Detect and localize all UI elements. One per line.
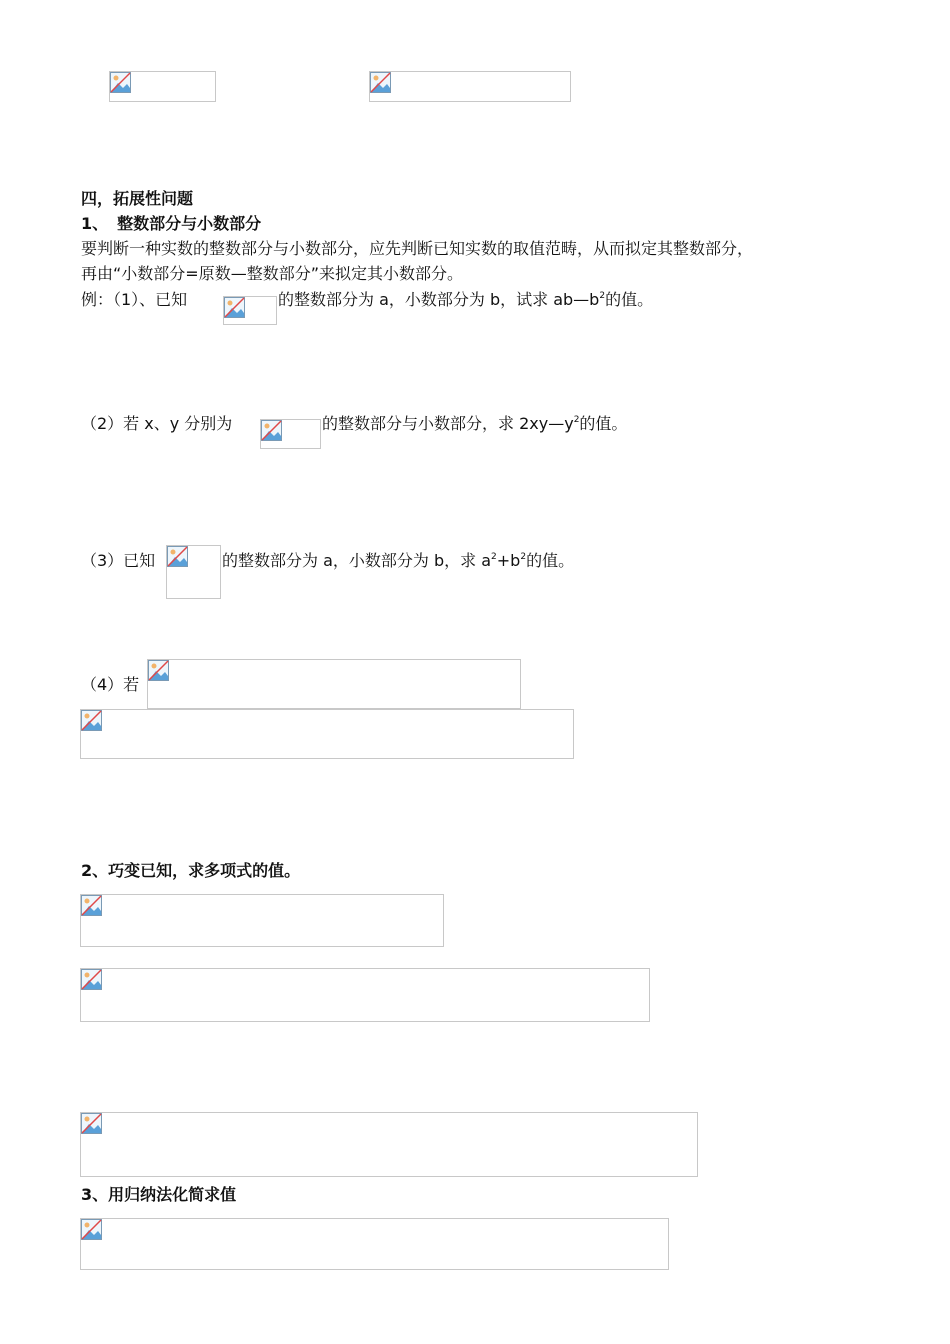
formula-image <box>166 545 221 599</box>
broken-image-icon <box>81 710 102 731</box>
section-title: 四，拓展性问题 <box>81 189 194 208</box>
example-1-prefix: 例：（1）、已知 <box>81 290 188 309</box>
subsection-3-title: 3、用归纳法化简求值 <box>81 1185 237 1204</box>
broken-image-icon <box>81 1219 102 1240</box>
subsection-number: 1、 <box>81 214 109 233</box>
subsection-label: 整数部分与小数部分 <box>117 214 262 233</box>
intro-line-1: 要判断一种实数的整数部分与小数部分，应先判断已知实数的取值范畴，从而拟定其整数部分， <box>81 239 754 258</box>
subsection-1-title <box>81 214 261 234</box>
formula-image <box>80 968 650 1022</box>
formula-image <box>223 296 277 325</box>
broken-image-icon <box>110 72 131 93</box>
example-2-text: 的整数部分与小数部分，求 $2xy—y^2$的值。 <box>322 414 628 433</box>
broken-image-icon <box>224 297 245 318</box>
example-3-text: 的整数部分为 a，小数部分为 b，求 $a^2+b^2$的值。 <box>222 551 575 570</box>
formula-image <box>80 709 574 759</box>
formula-image <box>109 71 216 102</box>
subsection-2-title: 2、巧变已知，求多项式的值。 <box>81 861 301 880</box>
formula-image <box>80 1112 698 1177</box>
example-1-text: 的整数部分为 a，小数部分为 b，试求 $ab—b^2$的值。 <box>278 290 654 309</box>
broken-image-icon <box>81 1113 102 1134</box>
example-3-prefix: （3）已知 <box>81 551 156 570</box>
broken-image-icon <box>81 969 102 990</box>
intro-line-2: 再由“小数部分=原数—整数部分”来拟定其小数部分。 <box>81 264 463 283</box>
broken-image-icon <box>261 420 282 441</box>
formula-image <box>369 71 571 102</box>
formula-image <box>260 419 321 449</box>
example-4-prefix: （4）若 <box>81 675 140 694</box>
formula-image <box>80 1218 669 1270</box>
formula-image <box>147 659 521 709</box>
broken-image-icon <box>148 660 169 681</box>
broken-image-icon <box>167 546 188 567</box>
broken-image-icon <box>370 72 391 93</box>
formula-image <box>80 894 444 947</box>
broken-image-icon <box>81 895 102 916</box>
example-2-prefix: （2）若 x、y 分别为 <box>81 414 233 433</box>
